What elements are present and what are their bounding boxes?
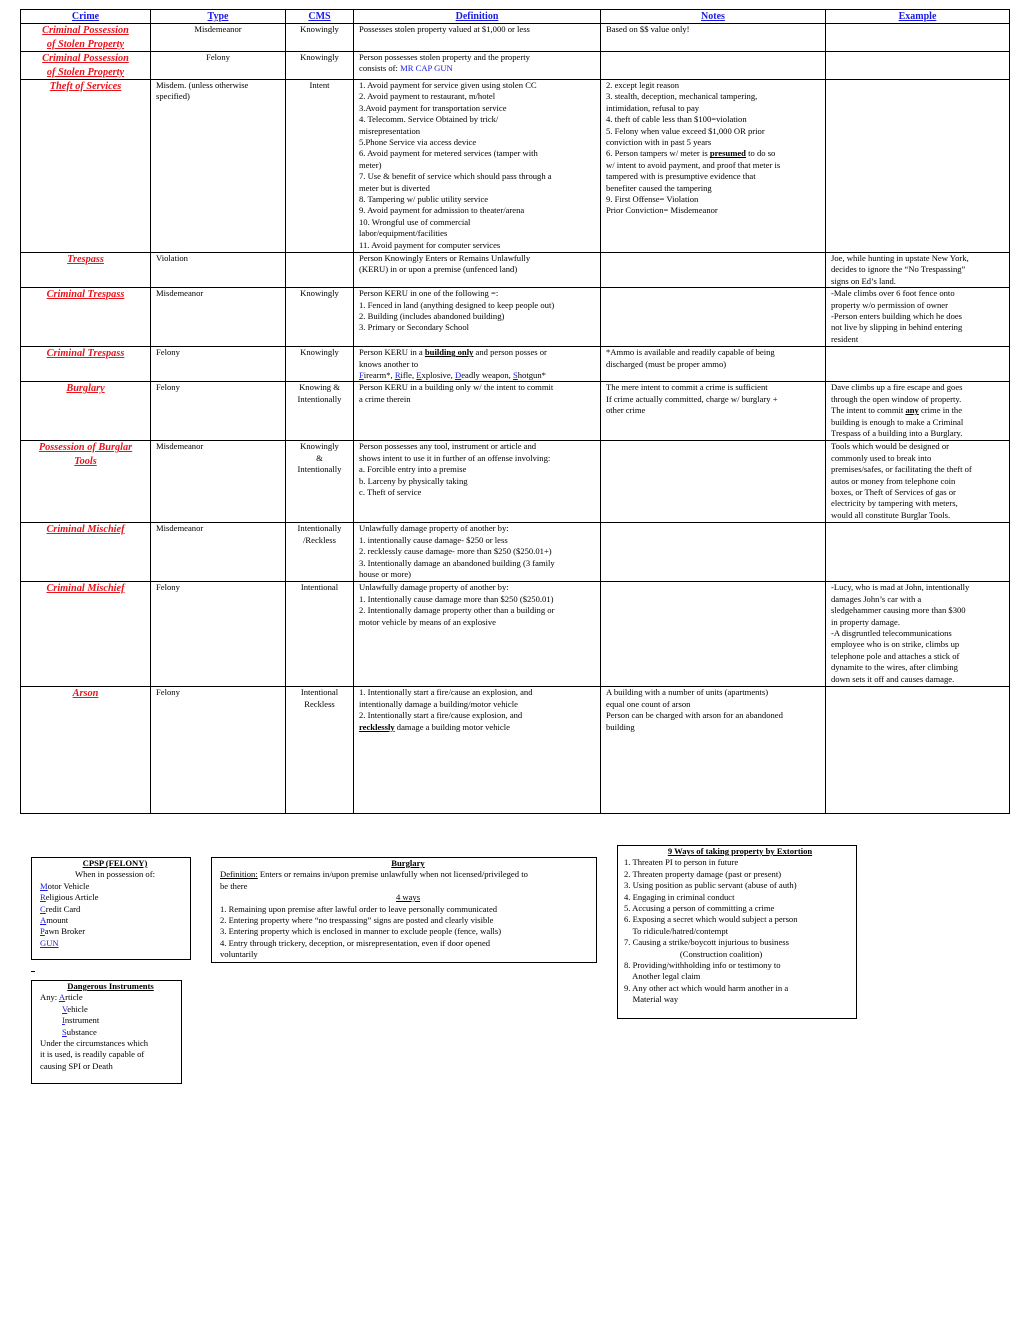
table-row	[21, 24, 1010, 52]
example-line: commonly used to break into	[831, 452, 932, 463]
extortion-item: 9. Any other act which would harm another in a	[624, 982, 789, 993]
type-text: Felony	[206, 52, 230, 62]
notes-line: discharged (must be proper ammo)	[606, 358, 727, 369]
definition-line: Person possesses any tool, instrument or article and	[359, 441, 537, 452]
definition-emphasis: building only	[424, 347, 474, 358]
crime-cell	[21, 347, 151, 382]
crime-name: Criminal Possession	[42, 25, 129, 36]
definition-line: meter)	[359, 159, 382, 170]
extortion-title: 9 Ways of taking property by Extortion	[667, 846, 813, 856]
type-text: Misdem. (unless otherwise	[156, 80, 249, 90]
cms-cell	[286, 582, 354, 687]
definition-cell	[354, 80, 601, 253]
definition-cell	[354, 288, 601, 347]
header-example: Example	[826, 10, 1010, 24]
example-line: employee who is on strike, climbs up	[831, 639, 960, 650]
cms-cell	[286, 523, 354, 582]
extortion-item: 2. Threaten property damage (past or present)	[624, 868, 782, 879]
type-cell	[151, 441, 286, 523]
definition-line: 1. intentionally cause damage- $250 or less	[359, 534, 508, 545]
crimes-table	[20, 9, 1010, 814]
definition-text: Enters or remains in/upon premise unlawfully when not licensed/privileged to	[257, 869, 528, 880]
example-cell	[826, 347, 1010, 382]
table-row	[21, 80, 1010, 253]
definition-line: intentionally damage a building/motor vehicle	[359, 698, 518, 709]
notes-cell	[601, 52, 826, 80]
cpsp-intro: When in possession of:	[75, 869, 155, 880]
definition-line: c. Theft of service	[359, 487, 422, 498]
notes-cell	[601, 24, 826, 52]
dangerous-item: Vehicle	[62, 1003, 88, 1014]
example-cell	[826, 24, 1010, 52]
crime-name: Possession of Burglar	[38, 442, 133, 454]
table-row	[21, 52, 1010, 80]
notes-line: 5. Felony when value exceed $1,000 OR prior	[606, 125, 765, 136]
definition-line: 1. Fenced in land (anything designed to keep people out)	[359, 299, 555, 310]
header-row	[21, 10, 1010, 24]
cms-text: Knowingly	[300, 52, 339, 62]
cms-cell	[286, 80, 354, 253]
example-line: premises/safes, or facilitating the theft of	[831, 464, 972, 475]
example-line: -Male climbs over 6 foot fence onto	[831, 288, 955, 299]
definition-cell	[354, 523, 601, 582]
example-line: -Lucy, who is mad at John, intentionally	[831, 582, 970, 593]
cms-text: Intentionally	[297, 523, 342, 534]
acronym-letter: R	[394, 370, 401, 381]
extortion-list	[624, 857, 856, 1005]
way-item: 4. Entry through trickery, deception, or misrepresentation, even if door opened	[220, 937, 491, 948]
type-text: Felony	[156, 347, 180, 358]
table-row	[21, 687, 1010, 814]
notes-cell	[601, 382, 826, 441]
notes-cell	[601, 253, 826, 288]
definition-label: Definition:	[220, 869, 258, 880]
cms-text: Reckless	[304, 698, 335, 709]
example-line: signs on Ed’s land.	[831, 275, 896, 286]
example-cell	[826, 441, 1010, 523]
type-cell	[151, 80, 286, 253]
definition-cell	[354, 253, 601, 288]
crime-cell	[21, 288, 151, 347]
definition-line: house or more)	[359, 569, 412, 580]
example-line: -Person enters building which he does	[831, 311, 963, 322]
table-row	[21, 347, 1010, 382]
notes-line: benefiter caused the tampering	[606, 182, 712, 193]
cms-text: Knowingly	[300, 24, 339, 34]
extortion-item: To ridicule/hatred/contempt	[624, 925, 729, 936]
extortion-item: (Construction coalition)	[624, 948, 763, 959]
type-text: Misdemeanor	[156, 441, 204, 452]
cms-text: Knowingly	[300, 288, 339, 299]
cms-cell	[286, 347, 354, 382]
type-text: specified)	[156, 91, 190, 102]
example-line: resident	[831, 333, 859, 344]
burglary-definition	[220, 869, 596, 880]
way-item: 1. Remaining upon premise after lawful order to leave personally communicated	[220, 903, 498, 914]
extortion-item: 3. Using position as public servant (abuse of auth)	[624, 880, 797, 891]
footer-line: causing SPI or Death	[40, 1060, 113, 1071]
example-line: through the open window of property.	[831, 393, 962, 404]
notes-line: building	[606, 721, 635, 732]
definition-line: b. Larceny by physically taking	[359, 475, 468, 486]
definition-line: 1. Avoid payment for service given using stolen CC	[359, 80, 537, 90]
header-cms: CMS	[286, 10, 354, 24]
type-text: Misdemeanor	[156, 523, 204, 534]
example-line: dynamite to the wires, after climbing	[831, 662, 958, 673]
dangerous-item: Any: Article	[40, 992, 83, 1003]
notes-line: 4. theft of cable less than $100=violation	[606, 114, 747, 125]
example-line: autos or money from telephone coin	[831, 475, 956, 486]
crime-name: Criminal Trespass	[46, 289, 125, 301]
definition-cell	[354, 687, 601, 814]
way-item: 3. Entering property which is enclosed in manner to exclude people (fence, walls)	[220, 926, 502, 937]
cpsp-letter: A	[40, 915, 47, 926]
example-line: boxes, or Theft of Services of gas or	[831, 487, 956, 498]
notes-line: If crime actually committed, charge w/ burglary +	[606, 393, 778, 404]
extortion-item: 4. Engaging in criminal conduct	[624, 891, 735, 902]
dangerous-letter: V	[62, 1003, 68, 1014]
notes-line: conviction with in past 5 years	[606, 137, 712, 148]
definition-cell	[354, 582, 601, 687]
definition-line: 2. Intentionally damage property other than a building or	[359, 605, 555, 616]
cms-text: Knowing &	[299, 382, 340, 393]
example-line: decides to ignore the “No Trespassing”	[831, 264, 966, 275]
definition-line: 6. Avoid payment for metered services (tamper with	[359, 148, 538, 159]
type-text: Misdemeanor	[156, 288, 204, 299]
crime-cell	[21, 687, 151, 814]
definition-cell	[354, 52, 601, 80]
dangerous-letter: I	[62, 1015, 65, 1026]
type-text: Felony	[156, 687, 180, 698]
dangerous-title: Dangerous Instruments	[67, 981, 154, 991]
extortion-box	[617, 845, 857, 1019]
crime-cell	[21, 582, 151, 687]
type-cell	[151, 253, 286, 288]
dangerous-box	[31, 980, 182, 1084]
definition-line: 8. Tampering w/ public utility service	[359, 194, 489, 205]
definition-line: Person KERU in one of the following =:	[359, 288, 499, 299]
cms-text: Knowingly	[300, 347, 339, 358]
dangerous-item: Instrument	[62, 1015, 100, 1026]
crime-name: Criminal Possession	[42, 53, 129, 64]
cpsp-letter: GUN	[40, 937, 59, 948]
crime-name: Criminal Trespass	[46, 348, 125, 360]
cpsp-item: Pawn Broker	[40, 926, 86, 937]
extortion-item: 6. Exposing a secret which would subject a person	[624, 914, 798, 925]
crime-name: Tools	[74, 455, 97, 467]
definition-line: Person KERU in a building only w/ the intent to commit	[359, 382, 554, 393]
footer-line: Under the circumstances which	[40, 1038, 149, 1049]
extortion-item: 7. Causing a strike/boycott injurious to business	[624, 937, 789, 948]
extortion-item: 5. Accusing a person of committing a crime	[624, 903, 775, 914]
example-line: building is enough to make a Criminal	[831, 416, 964, 427]
cpsp-item: Religious Article	[40, 892, 99, 903]
definition-line: meter but is diverted	[359, 182, 430, 193]
example-line: property w/o permission of owner	[831, 299, 948, 310]
notes-cell	[601, 523, 826, 582]
example-line: Tools which would be designed or	[831, 441, 950, 452]
definition-line: 10. Wrongful use of commercial	[359, 216, 471, 227]
notes-line: 2. except legit reason	[606, 80, 680, 90]
definition-line: Person KERU in a building only and person posses or	[359, 347, 547, 358]
cms-cell	[286, 24, 354, 52]
cms-text: Intentionally	[297, 464, 342, 475]
cms-cell	[286, 441, 354, 523]
crime-cell	[21, 253, 151, 288]
notes-line: The mere intent to commit a crime is sufficient	[606, 382, 768, 393]
example-line: telephone pole and attaches a stick of	[831, 650, 960, 661]
type-cell	[151, 288, 286, 347]
definition-line: Unlawfully damage property of another by:	[359, 582, 509, 593]
crime-cell	[21, 441, 151, 523]
definition-cell	[354, 441, 601, 523]
notes-line: *Ammo is available and readily capable of being	[606, 347, 775, 358]
extortion-item: Material way	[624, 994, 679, 1005]
definition-line: shows intent to use it in further of an offense involving:	[359, 452, 551, 463]
cpsp-title: CPSP (FELONY)	[82, 858, 148, 868]
crime-name: Burglary	[66, 383, 105, 395]
example-emphasis: any	[905, 405, 919, 416]
cpsp-item	[40, 938, 190, 949]
crime-cell	[21, 52, 151, 80]
notes-cell	[601, 80, 826, 253]
crime-cell	[21, 523, 151, 582]
example-line: The intent to commit any crime in the	[831, 405, 963, 416]
cms-cell	[286, 382, 354, 441]
crime-cell	[21, 382, 151, 441]
definition-line: labor/equipment/facilities	[359, 228, 448, 239]
cpsp-letter: P	[40, 926, 45, 937]
definition-line: 2. Avoid payment to restaurant, m/hotel	[359, 91, 496, 102]
definition-line: 5.Phone Service via access device	[359, 137, 477, 148]
notes-line: Person can be charged with arson for an abandoned	[606, 710, 783, 721]
example-line: sledgehammer causing more than $300	[831, 605, 966, 616]
definition-line: a. Forcible entry into a premise	[359, 464, 467, 475]
definition-cell	[354, 347, 601, 382]
type-cell	[151, 52, 286, 80]
cms-text: Intent	[309, 80, 330, 90]
notes-emphasis: presumed	[709, 148, 746, 159]
way-item: voluntarily	[220, 949, 258, 960]
crime-cell	[21, 24, 151, 52]
type-text: Violation	[156, 253, 188, 263]
table-row	[21, 523, 1010, 582]
cms-text: Intentional	[300, 582, 339, 593]
type-cell	[151, 687, 286, 814]
definition-line: a crime therein	[359, 393, 411, 404]
table-row	[21, 382, 1010, 441]
definition-line: knows another to	[359, 358, 419, 369]
notes-line: other crime	[606, 405, 646, 416]
notes-line: intimidation, refusal to pay	[606, 102, 700, 113]
definition-line: 2. recklessly cause damage- more than $250 ($250.01+)	[359, 546, 552, 557]
acronym-letter: D	[454, 370, 462, 381]
definition-line: 2. Building (includes abandoned building)	[359, 311, 505, 322]
acronym-line: Firearm*, Rifle, Explosive, Deadly weapon, Shotgun*	[359, 370, 546, 381]
definition-line: (KERU) in or upon a premise (unfenced land)	[359, 264, 518, 275]
cms-text: Knowingly	[300, 441, 339, 452]
cms-cell	[286, 52, 354, 80]
type-cell	[151, 523, 286, 582]
notes-line: 6. Person tampers w/ meter is presumed to do so	[606, 148, 776, 159]
cms-text: Intentional	[300, 687, 339, 698]
notes-line: tampered with is presumptive evidence that	[606, 171, 756, 182]
header-notes: Notes	[601, 10, 826, 24]
table-row	[21, 582, 1010, 687]
notes-cell	[601, 582, 826, 687]
cpsp-item: Credit Card	[40, 903, 81, 914]
notes-cell	[601, 687, 826, 814]
extortion-item: 1. Threaten PI to person in future	[624, 857, 739, 868]
cms-text: Intentionally	[297, 393, 342, 404]
example-cell	[826, 687, 1010, 814]
definition-line: motor vehicle by means of an explosive	[359, 616, 496, 627]
acronym-letter: S	[512, 370, 518, 381]
notes-line: w/ intent to avoid payment, and proof that meter is	[606, 159, 781, 170]
definition-line: 4. Telecomm. Service Obtained by trick/	[359, 114, 499, 125]
dangerous-letter: S	[62, 1026, 67, 1037]
definition-text-2: be there	[220, 880, 248, 891]
definition-line: 3. Intentionally damage an abandoned building (3 family	[359, 557, 555, 568]
definition-line: Unlawfully damage property of another by:	[359, 523, 509, 534]
dangerous-item: Substance	[62, 1026, 97, 1037]
crime-name: Criminal Mischief	[46, 524, 125, 536]
footer-line: it is used, is readily capable of	[40, 1049, 145, 1060]
acronym-letter: E	[416, 370, 422, 381]
definition-cell	[354, 24, 601, 52]
cms-text: /Reckless	[303, 534, 336, 545]
definition-line: 1. Intentionally start a fire/cause an explosion, and	[359, 687, 533, 698]
definition-line: 11. Avoid payment for computer services	[359, 239, 501, 250]
cpsp-letter: M	[40, 880, 48, 891]
definition-line: 3.Avoid payment for transportation service	[359, 102, 507, 113]
cms-cell	[286, 253, 354, 288]
dangerous-letter: A	[58, 992, 66, 1003]
crime-name: Arson	[72, 688, 99, 700]
cms-text: &	[316, 452, 323, 463]
cms-cell	[286, 288, 354, 347]
type-cell	[151, 382, 286, 441]
header-definition: Definition	[354, 10, 601, 24]
example-cell	[826, 582, 1010, 687]
burglary-title: Burglary	[391, 858, 425, 868]
example-line: Dave climbs up a fire escape and goes	[831, 382, 963, 393]
example-line: in property damage.	[831, 616, 900, 627]
cpsp-list	[40, 881, 190, 949]
example-line: not live by slipping in behind entering	[831, 322, 963, 333]
table-row	[21, 253, 1010, 288]
definition-line: Person Knowingly Enters or Remains Unlawfully	[359, 253, 531, 263]
crime-name: Criminal Mischief	[46, 583, 125, 595]
cpsp-item: Motor Vehicle	[40, 880, 90, 891]
example-line: would all constitute Burglar Tools.	[831, 509, 951, 520]
stray-mark	[31, 971, 35, 972]
example-line: down sets it off and causes damage.	[831, 673, 955, 684]
type-text: Misdemeanor	[194, 24, 242, 34]
example-line: damages John’s car with a	[831, 593, 922, 604]
type-cell	[151, 24, 286, 52]
notes-line: 9. First Offense= Violation	[606, 194, 699, 205]
cpsp-letter: C	[40, 903, 46, 914]
burglary-box	[211, 857, 597, 963]
definition-line: consists of: MR CAP GUN	[359, 63, 453, 74]
table-row	[21, 441, 1010, 523]
cpsp-item: Amount	[40, 915, 69, 926]
definition-cell	[354, 382, 601, 441]
type-text: Felony	[156, 382, 180, 393]
definition-line: 1. Intentionally cause damage more than $250 ($250.01)	[359, 593, 554, 604]
notes-cell	[601, 441, 826, 523]
type-cell	[151, 347, 286, 382]
definition-line: 3. Primary or Secondary School	[359, 322, 470, 333]
type-text: Felony	[156, 582, 180, 593]
table-row	[21, 288, 1010, 347]
definition-line: recklessly damage a building motor vehicle	[359, 721, 510, 732]
definition-line: Person possesses stolen property and the property	[359, 52, 530, 62]
example-line: Joe, while hunting in upstate New York,	[831, 253, 969, 263]
example-line: -A disgruntled telecommunications	[831, 628, 952, 639]
example-cell	[826, 80, 1010, 253]
example-cell	[826, 523, 1010, 582]
crime-name: Trespass	[67, 254, 104, 265]
example-line: Trespass of a building into a Burglary.	[831, 428, 963, 439]
crime-cell	[21, 80, 151, 253]
header-type: Type	[151, 10, 286, 24]
example-cell	[826, 288, 1010, 347]
cpsp-letter: R	[40, 892, 46, 903]
definition-line: 7. Use & benefit of service which should pass through a	[359, 171, 552, 182]
ways-title: 4 ways	[395, 892, 421, 903]
notes-line: 3. stealth, deception, mechanical tampering,	[606, 91, 758, 102]
notes-cell	[601, 288, 826, 347]
cpsp-box	[31, 857, 191, 960]
header-crime: Crime	[21, 10, 151, 24]
example-cell	[826, 253, 1010, 288]
extortion-item: 8. Providing/withholding info or testimony to	[624, 960, 781, 971]
extortion-item: Another legal claim	[624, 971, 701, 982]
notes-line: A building with a number of units (apartments)	[606, 687, 769, 698]
definition-line: 9. Avoid payment for admission to theater/arena	[359, 205, 525, 216]
crime-name: of Stolen Property	[46, 38, 125, 50]
notes-cell	[601, 347, 826, 382]
definition-line: 2. Intentionally start a fire/cause explosion, and	[359, 710, 523, 721]
example-line: electricity by tampering with meters,	[831, 498, 958, 509]
notes-line: equal one count of arson	[606, 698, 691, 709]
ways-list	[220, 904, 596, 961]
definition-blue: MR CAP GUN	[400, 63, 453, 74]
definition-line: Possesses stolen property valued at $1,000 or less	[359, 24, 530, 34]
way-item: 2. Entering property where “no trespassing” signs are posted and clearly visible	[220, 915, 494, 926]
definition-emphasis: recklessly	[359, 721, 395, 732]
dangerous-footer	[40, 1038, 181, 1072]
notes-line: Prior Conviction= Misdemeanor	[606, 205, 718, 216]
notes-line: Based on $$ value only!	[606, 24, 690, 34]
example-cell	[826, 382, 1010, 441]
crime-name: of Stolen Property	[46, 66, 125, 78]
definition-line: misrepresentation	[359, 125, 421, 136]
cms-cell	[286, 687, 354, 814]
crime-name: Theft of Services	[49, 81, 122, 92]
type-cell	[151, 582, 286, 687]
example-cell	[826, 52, 1010, 80]
dangerous-list	[40, 992, 181, 1038]
acronym-letter: F	[359, 370, 364, 381]
